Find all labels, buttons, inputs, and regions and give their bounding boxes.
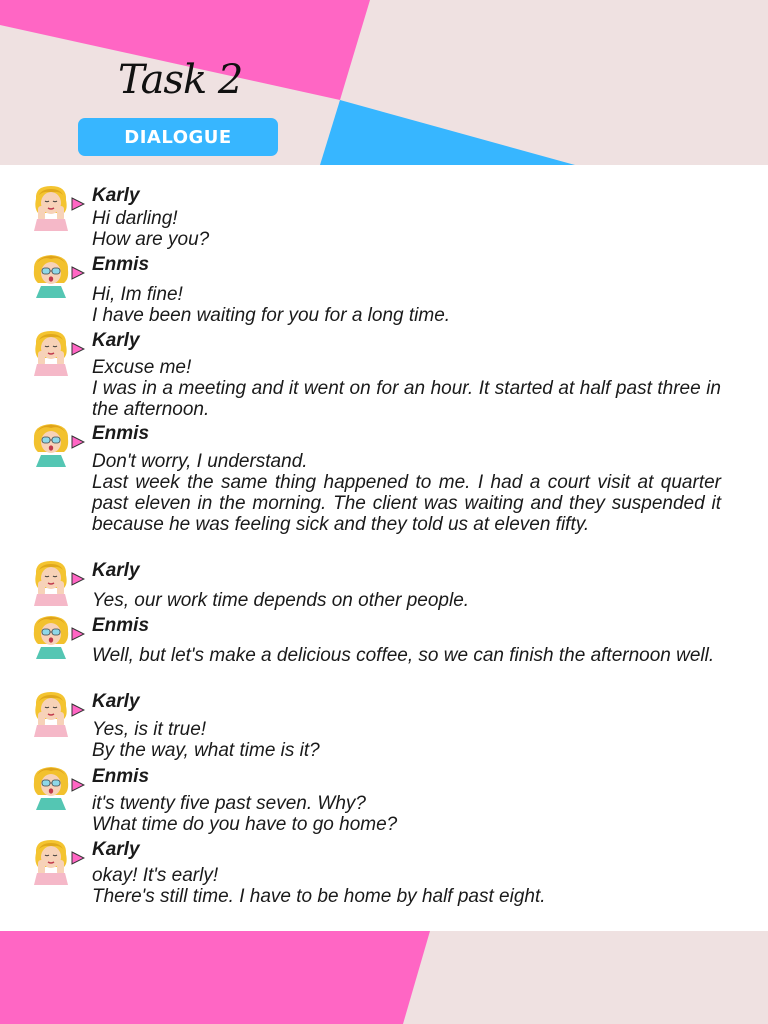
dialogue-line: okay! It's early!	[92, 865, 219, 886]
enmis-avatar	[31, 421, 71, 469]
dialogue-line: Don't worry, I understand.	[92, 451, 308, 472]
karly-avatar	[31, 328, 71, 376]
speaker-name: Karly	[92, 691, 140, 712]
dialogue-line: What time do you have to go home?	[92, 814, 398, 835]
turn-text	[92, 645, 721, 666]
dialogue-line: Yes, our work time depends on other people.	[92, 590, 470, 611]
dialogue-line: Yes, is it true!	[92, 719, 207, 740]
turn-text	[92, 590, 721, 611]
dialogue-line: I was in a meeting and it went on for an hour. It started at half past three in the afternoon.	[92, 378, 721, 420]
speaker-name: Enmis	[92, 766, 150, 787]
footer-banner	[0, 931, 768, 1024]
karly-avatar	[31, 837, 71, 885]
turn-text	[92, 719, 721, 761]
dialogue-line: Well, but let's make a delicious coffee, so we can finish the afternoon well.	[92, 645, 715, 666]
dialogue-badge: DIALOGUE	[78, 118, 278, 156]
turn-text	[92, 865, 721, 907]
speaker-name: Enmis	[92, 423, 150, 444]
speaker-name: Enmis	[92, 615, 150, 636]
pink-triangle-arrow-icon	[71, 851, 85, 865]
blue-shape	[320, 100, 575, 165]
karly-avatar	[31, 558, 71, 606]
pink-triangle-arrow-icon	[71, 197, 85, 211]
turn-text	[92, 357, 721, 420]
dialogue-line: Last week the same thing happened to me. I had a court visit at quarter past eleven in the morning. The client was waiting and they suspended it because he was feeling sick and they told us at eleven fifty.	[92, 472, 721, 535]
speaker-name: Karly	[92, 330, 140, 351]
task-title: Task 2	[118, 57, 243, 103]
pink-triangle-arrow-icon	[71, 703, 85, 717]
dialogue-line: it's twenty five past seven. Why?	[92, 793, 366, 814]
dialogue-line: Hi, Im fine!	[92, 284, 183, 305]
enmis-avatar	[31, 252, 71, 300]
dialogue-line: How are you?	[92, 229, 210, 250]
pink-triangle-arrow-icon	[71, 572, 85, 586]
pink-shape	[0, 931, 430, 1024]
pink-triangle-arrow-icon	[71, 435, 85, 449]
speaker-name: Karly	[92, 560, 140, 581]
dialogue-line: Hi darling!	[92, 208, 178, 229]
speaker-name: Enmis	[92, 254, 150, 275]
pink-triangle-arrow-icon	[71, 342, 85, 356]
turn-text	[92, 208, 721, 250]
dialogue-line: Excuse me!	[92, 357, 192, 378]
pink-triangle-arrow-icon	[71, 266, 85, 280]
karly-avatar	[31, 689, 71, 737]
pink-triangle-arrow-icon	[71, 627, 85, 641]
turn-text	[92, 451, 721, 535]
footer-shapes	[0, 931, 768, 1024]
speaker-name: Karly	[92, 839, 140, 860]
header-banner	[0, 0, 768, 165]
speaker-name: Karly	[92, 185, 140, 206]
turn-text	[92, 284, 721, 326]
pink-triangle-arrow-icon	[71, 778, 85, 792]
enmis-avatar	[31, 613, 71, 661]
karly-avatar	[31, 183, 71, 231]
dialogue-line: By the way, what time is it?	[92, 740, 320, 761]
turn-text	[92, 793, 721, 835]
dialogue-line: There's still time. I have to be home by half past eight.	[92, 886, 546, 907]
dialogue-line: I have been waiting for you for a long time.	[92, 305, 451, 326]
enmis-avatar	[31, 764, 71, 812]
